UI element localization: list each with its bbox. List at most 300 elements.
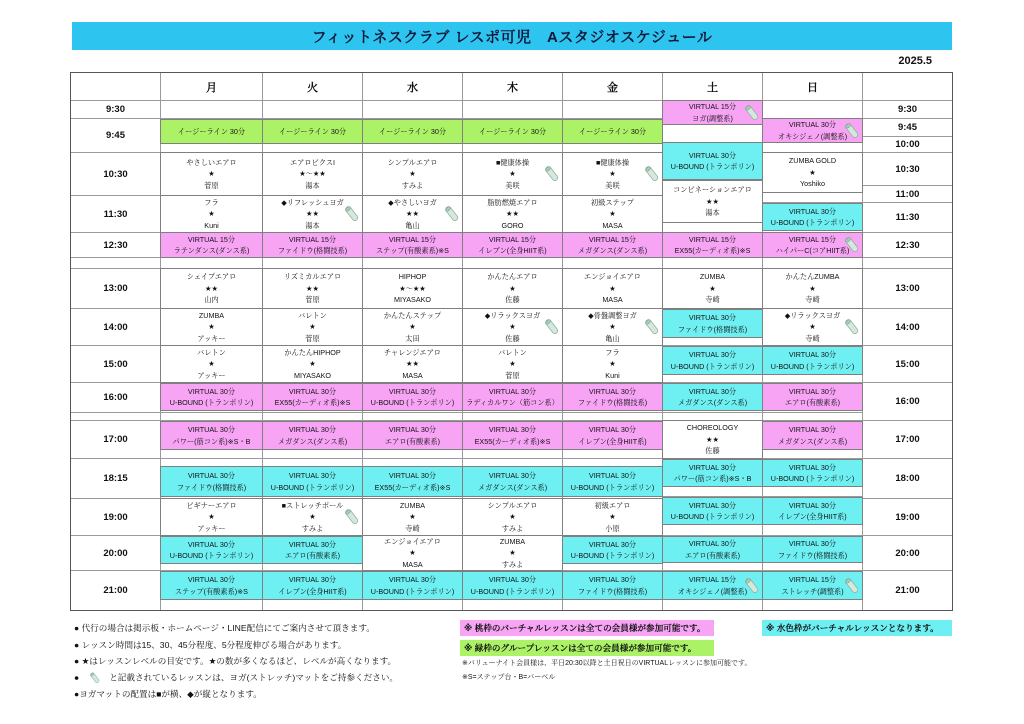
lesson-title: VIRTUAL 15分 [388,234,437,244]
lesson-title: VIRTUAL 30分 [288,575,337,585]
note-yoga-mat [74,671,398,685]
lesson-cell [262,345,363,383]
lesson-title: VIRTUAL 30分 [588,471,637,481]
lesson-detail: 美咲 [505,180,520,190]
lesson-title: シンプルエアロ [487,500,538,510]
lesson-detail: ★ [409,322,416,332]
lesson-title: かんたんZUMBA [785,272,840,282]
lesson-title: エンジョイエアロ [584,272,641,282]
time-cell-left [70,152,161,196]
schedule-month: 2025.5 [898,55,932,67]
lesson-title: VIRTUAL 30分 [588,575,637,585]
lesson-title: リズミカルエアロ [283,272,342,282]
lesson-detail: 佐藤 [705,446,720,456]
lesson-title: VIRTUAL 15分 [588,234,637,244]
lesson-title: ■健康体操 [495,157,530,167]
lesson-title: VIRTUAL 15分 [488,234,537,244]
lesson-detail: ステップ(有酸素系)※S [376,246,449,255]
slot [262,100,363,119]
lesson-cell [160,232,263,258]
lesson-detail: ★ [409,548,416,558]
lesson-detail: ★ [208,359,215,369]
time-label: 9:30 [897,104,917,115]
lesson-cell [160,152,263,196]
lesson-cell [762,346,863,375]
note-bullet: ● [74,672,80,683]
time-label: 10:00 [895,139,920,150]
lesson-title: VIRTUAL 30分 [488,425,537,435]
lesson-detail: MASA [402,559,423,569]
time-cell-right [862,100,953,119]
time-cell-right [862,458,953,499]
lesson-title: HIPHOP [398,272,427,282]
lesson-cell [160,383,263,411]
day-header [262,72,363,101]
lesson-cell [562,498,663,536]
lesson-detail: U-BOUND (トランポリン) [270,482,355,492]
lesson-detail: ★ [509,322,516,332]
lesson-detail: EX55(カーディオ系)※S [674,246,751,255]
lesson-title: コンビネーションエアロ [673,185,752,195]
lesson-title: VIRTUAL 30分 [488,386,537,396]
lesson-title: CHOREOLOGY [686,423,739,433]
lesson-detail: エアロ(有酸素系) [684,550,741,560]
lesson-detail: ★ [809,322,816,332]
lesson-title: VIRTUAL 15分 [688,575,737,585]
lesson-title: 脂肪燃焼エアロ [487,197,538,207]
lesson-cell [262,498,363,536]
time-cell-right [862,232,953,258]
lesson-detail: U-BOUND (トランポリン) [370,586,455,596]
lesson-detail: イレブン(全身HIIT系) [478,246,547,255]
lesson-detail: ★～★★ [399,283,426,293]
lesson-detail: U-BOUND (トランポリン) [770,218,855,227]
time-label: 10:30 [895,163,920,175]
lesson-detail: U-BOUND (トランポリン) [370,398,455,407]
time-label: 9:45 [897,122,917,133]
yoga-mat-icon [544,317,560,337]
slot [462,100,563,119]
lesson-title: VIRTUAL 30分 [688,350,737,360]
lesson-cell [362,466,463,497]
lesson-title: ◆リラックスヨガ [784,310,841,320]
lesson-detail: ★ [509,283,516,293]
lesson-detail: ★ [609,512,616,522]
lesson-cell [160,195,263,233]
lesson-detail: ★ [208,169,215,179]
lesson-title: ◆リラックスヨガ [484,310,541,320]
time-label: 17:00 [895,434,920,445]
lesson-title: VIRTUAL 30分 [288,471,337,481]
lesson-detail: ★ [309,322,316,332]
lesson-detail: 寺崎 [405,523,420,533]
lesson-detail: イレブン(全身HIIT系) [778,512,847,521]
slot [662,124,763,143]
day-header [362,72,463,101]
day-header [462,72,563,101]
lesson-detail: 寺崎 [705,295,720,305]
lesson-detail: アッキー [197,370,226,380]
time-cell-left [70,308,161,346]
header-corner [862,72,953,101]
time-label: 13:00 [103,283,128,294]
lesson-cell [562,232,663,258]
lesson-title: VIRTUAL 30分 [187,425,236,435]
lesson-detail: 美咲 [605,180,620,190]
lesson-cell [562,308,663,346]
lesson-cell [762,268,863,309]
lesson-detail: すみよ [501,523,524,533]
lesson-title: ビギナーエアロ [186,500,237,510]
lesson-detail: メガダンス(ダンス系) [277,436,348,446]
lesson-title: バレトン [498,347,527,357]
lesson-detail: ★ [509,169,516,179]
lesson-detail: ★ [208,512,215,522]
lesson-title: ◆リフレッシュヨガ [281,197,344,207]
lesson-cell [362,268,463,309]
lesson-detail: メガダンス(ダンス系) [777,436,848,446]
lesson-detail: ★ [609,359,616,369]
lesson-detail: 菅原 [204,180,219,190]
time-label: 16:00 [895,396,920,407]
lesson-title: VIRTUAL 30分 [187,539,236,549]
header-corner [70,72,161,101]
lesson-detail: ★ [609,209,616,219]
lesson-title: VIRTUAL 30分 [688,150,737,160]
lesson-title: VIRTUAL 30分 [187,471,236,481]
lesson-detail: ラテンダンス(ダンス系) [173,246,250,255]
lesson-title: VIRTUAL 30分 [288,386,337,396]
lesson-detail: MIYASAKO [393,295,431,305]
yoga-mat-icon [744,576,760,596]
lesson-cell [362,383,463,411]
lesson-cell [762,459,863,487]
lesson-title: バレトン [197,347,226,357]
time-cell-right [862,498,953,536]
lesson-title: バレトン [298,310,327,320]
time-cell-left [70,420,161,459]
lesson-detail: ファイドウ(格闘技系) [577,398,648,407]
lesson-cell [662,309,763,338]
lesson-title: ■健康体操 [595,157,630,167]
lesson-detail: ファイドウ(格闘技系) [277,246,348,255]
lesson-detail: 亀山 [405,220,420,230]
lesson-detail: Yoshiko [800,179,825,189]
yoga-mat-icon [87,671,103,685]
lesson-title: イージーライン 30分 [578,126,647,136]
lesson-detail: 湯本 [305,220,320,230]
time-label: 12:30 [895,239,920,251]
lesson-title: ZUMBA [399,500,426,510]
time-label: 11:30 [895,212,920,223]
lesson-detail: ★ [208,209,215,219]
lesson-detail: エアロ(有酸素系) [784,398,841,407]
lesson-detail: U-BOUND (トランポリン) [470,586,555,596]
time-label: 19:00 [895,511,920,523]
time-label: 17:00 [103,434,128,445]
legend-cyan-frame [762,620,952,636]
lesson-cell [762,232,863,258]
lesson-cell [462,345,563,383]
time-label: 18:00 [895,473,920,484]
lesson-cell [262,195,363,233]
time-cell-right [862,118,953,137]
slot [762,100,863,119]
time-cell-left [70,535,161,571]
lesson-cell [362,308,463,346]
lesson-cell [262,421,363,450]
lesson-cell [462,195,563,233]
lesson-cell [662,420,763,459]
lesson-title: VIRTUAL 30分 [288,425,337,435]
lesson-title: VIRTUAL 30分 [488,471,537,481]
lesson-title: チャレンジエアロ [384,347,441,357]
time-cell-left [70,458,161,499]
lesson-title: VIRTUAL 30分 [388,425,437,435]
lesson-title: VIRTUAL 30分 [688,462,737,472]
lesson-detail: すみよ [501,559,524,569]
lesson-cell [462,383,563,411]
lesson-cell [362,232,463,258]
lesson-detail: ★～★★ [299,169,326,179]
lesson-cell [362,119,463,144]
lesson-cell [160,421,263,450]
lesson-title: ZUMBA [198,310,225,320]
day-label: 日 [807,81,818,94]
yoga-mat-icon [844,576,860,596]
lesson-detail: ファイドウ(格闘技系) [176,482,247,492]
yoga-mat-icon [344,204,360,224]
time-cell-right [862,185,953,203]
lesson-detail: メガダンス(ダンス系) [577,246,648,255]
note-yoga-mat-text: と記載されているレッスンは、ヨガ(ストレッチ)マットをご持参ください。 [109,672,399,683]
time-label: 18:15 [103,473,128,484]
time-cell-right [862,570,953,611]
lesson-detail: MASA [602,295,623,305]
lesson-title: VIRTUAL 30分 [788,539,837,549]
lesson-detail: Kuni [204,220,219,230]
time-cell-left [70,268,161,309]
lesson-title: ■ストレッチポール [281,500,344,510]
day-label: 金 [607,81,618,94]
lesson-detail: ★ [509,548,516,558]
lesson-cell [462,119,563,144]
lesson-cell [462,466,563,497]
time-cell-left [70,382,161,413]
lesson-cell [362,535,463,571]
lesson-detail: 湯本 [705,208,720,218]
lesson-cell [362,421,463,450]
legend-green-text: ※ 緑枠のグループレッスンは全ての会員様が参加可能です。 [464,643,697,653]
lesson-cell [262,232,363,258]
yoga-mat-icon [644,317,660,337]
lesson-detail: 太田 [405,333,420,343]
lesson-detail: 亀山 [605,333,620,343]
lesson-detail: ★ [309,359,316,369]
lesson-detail: ★★ [306,209,319,219]
lesson-detail: ファイドウ(格闘技系) [677,324,748,334]
lesson-detail: ★★ [506,209,519,219]
lesson-cell [160,571,263,600]
slot [160,100,263,119]
lesson-detail: EX55(カーディオ系)※S [274,398,351,407]
lesson-detail: すみよ [301,523,324,533]
lesson-cell [362,195,463,233]
lesson-detail: ★ [609,322,616,332]
time-label: 9:45 [105,130,125,141]
lesson-detail: MIYASAKO [293,370,331,380]
time-cell-left [70,498,161,536]
lesson-detail: 菅原 [505,370,520,380]
time-cell-left [70,195,161,233]
lesson-title: VIRTUAL 30分 [588,386,637,396]
lesson-title: かんたんHIPHOP [284,347,341,357]
lesson-detail: ★★ [205,283,218,293]
yoga-mat-icon [644,164,660,184]
lesson-cell [662,180,763,223]
time-label: 20:00 [895,547,920,559]
legend-pink-text: ※ 桃枠のバーチャルレッスンは全ての会員様が参加可能です。 [464,623,706,633]
lesson-cell [562,536,663,564]
lesson-detail: オキシジェノ(調整系) [777,131,848,141]
lesson-detail: ★ [809,283,816,293]
lesson-cell [662,536,763,563]
lesson-detail: イレブン(全身HIIT系) [578,436,647,446]
time-cell-left [70,118,161,153]
lesson-cell [362,152,463,196]
lesson-title: エンジョイエアロ [384,536,441,546]
lesson-detail: ★ [409,512,416,522]
lesson-cell [160,466,263,497]
lesson-cell [462,308,563,346]
lesson-title: VIRTUAL 30分 [688,500,737,510]
lesson-detail: ハイパーC(コアHIIT系) [775,246,850,255]
lesson-detail: MASA [402,370,423,380]
lesson-cell [762,383,863,411]
time-cell-right [862,382,953,421]
lesson-detail: オキシジェノ(調整系) [677,586,748,596]
lesson-title: VIRTUAL 30分 [388,386,437,396]
note-substitute: ● 代行の場合は掲示板・ホームページ・LINE配信にてご案内させて頂きます。 [74,623,375,633]
lesson-cell [160,268,263,309]
lesson-title: VIRTUAL 30分 [187,575,236,585]
time-cell-right [862,136,953,153]
lesson-title: 初級ステップ [591,197,634,207]
time-label: 11:30 [103,208,128,220]
lesson-title: VIRTUAL 30分 [788,386,837,396]
time-label: 15:00 [895,358,920,370]
lesson-title: エアロビクスI [289,157,336,167]
lesson-detail: ★ [409,169,416,179]
lesson-cell [262,571,363,600]
lesson-cell [762,571,863,600]
lesson-cell [262,536,363,564]
day-label: 木 [507,81,518,94]
lesson-cell [662,100,763,125]
time-cell-left [70,570,161,611]
lesson-detail: ★★ [706,196,719,206]
lesson-title: VIRTUAL 30分 [588,425,637,435]
lesson-detail: パワー(筋コン系)※S・B [673,474,752,483]
lesson-title: VIRTUAL 30分 [688,313,737,323]
lesson-detail: ★★ [406,359,419,369]
lesson-detail: ★★ [406,209,419,219]
note-lesson-length: ● レッスン時間は15、30、45分程度、5分程度伸びる場合があります。 [74,640,347,650]
lesson-cell [262,308,363,346]
lesson-title: イージーライン 30分 [378,126,447,136]
time-label: 21:00 [895,585,920,596]
lesson-detail: GORO [501,220,524,230]
lesson-cell [762,497,863,525]
time-label: 14:00 [103,321,128,333]
lesson-detail: U-BOUND (トランポリン) [770,361,855,371]
lesson-detail: メガダンス(ダンス系) [477,482,548,492]
day-label: 月 [206,81,217,94]
lesson-cell [160,536,263,564]
note-level: ● ★はレッスンレベルの目安です。★の数が多くなるほど、レベルが高くなります。 [74,656,397,666]
lesson-cell [160,498,263,536]
lesson-title: イージーライン 30分 [478,126,547,136]
lesson-title: VIRTUAL 30分 [788,350,837,360]
lesson-detail: EX55(カーディオ系)※S [474,436,551,446]
lesson-cell [462,268,563,309]
lesson-title: VIRTUAL 15分 [688,102,737,112]
lesson-title: かんたんステップ [383,310,442,320]
lesson-detail: 菅原 [305,295,320,305]
lesson-detail: メガダンス(ダンス系) [677,398,748,407]
lesson-cell [160,119,263,144]
lesson-title: VIRTUAL 15分 [688,234,737,244]
lesson-title: VIRTUAL 30分 [788,500,837,510]
lesson-title: かんたんエアロ [487,272,538,282]
lesson-title: VIRTUAL 15分 [788,234,837,244]
lesson-cell [262,119,363,144]
lesson-title: VIRTUAL 15分 [788,575,837,585]
lesson-cell [262,466,363,497]
time-label: 14:00 [895,321,920,333]
lesson-title: VIRTUAL 30分 [488,575,537,585]
time-label: 10:30 [103,168,128,180]
yoga-mat-icon [844,235,860,255]
lesson-cell [562,466,663,497]
yoga-mat-icon [844,121,860,141]
lesson-title: ZUMBA [499,536,526,546]
lesson-detail: U-BOUND (トランポリン) [169,551,254,560]
lesson-detail: ステップ(有酸素系)※S [175,586,248,596]
lesson-title: VIRTUAL 30分 [187,386,236,396]
lesson-cell [662,571,763,600]
time-cell-right [862,535,953,571]
time-cell-right [862,308,953,346]
lesson-detail: 山内 [204,295,219,305]
lesson-detail: 湯本 [305,180,320,190]
lesson-title: フラ [605,347,620,357]
lesson-detail: ★ [709,283,716,293]
time-label: 19:00 [103,511,128,523]
lesson-cell [262,268,363,309]
lesson-cell [562,345,663,383]
yoga-mat-icon [344,507,360,527]
legend-green-frame [460,640,714,656]
yoga-mat-icon [744,103,760,123]
lesson-title: 初級エアロ [594,500,631,510]
lesson-cell [762,536,863,563]
lesson-detail: ★★ [306,283,319,293]
lesson-title: ZUMBA [699,272,726,282]
lesson-detail: エアロ(有酸素系) [384,436,441,446]
lesson-title: VIRTUAL 30分 [688,539,737,549]
lesson-detail: U-BOUND (トランポリン) [670,512,755,521]
